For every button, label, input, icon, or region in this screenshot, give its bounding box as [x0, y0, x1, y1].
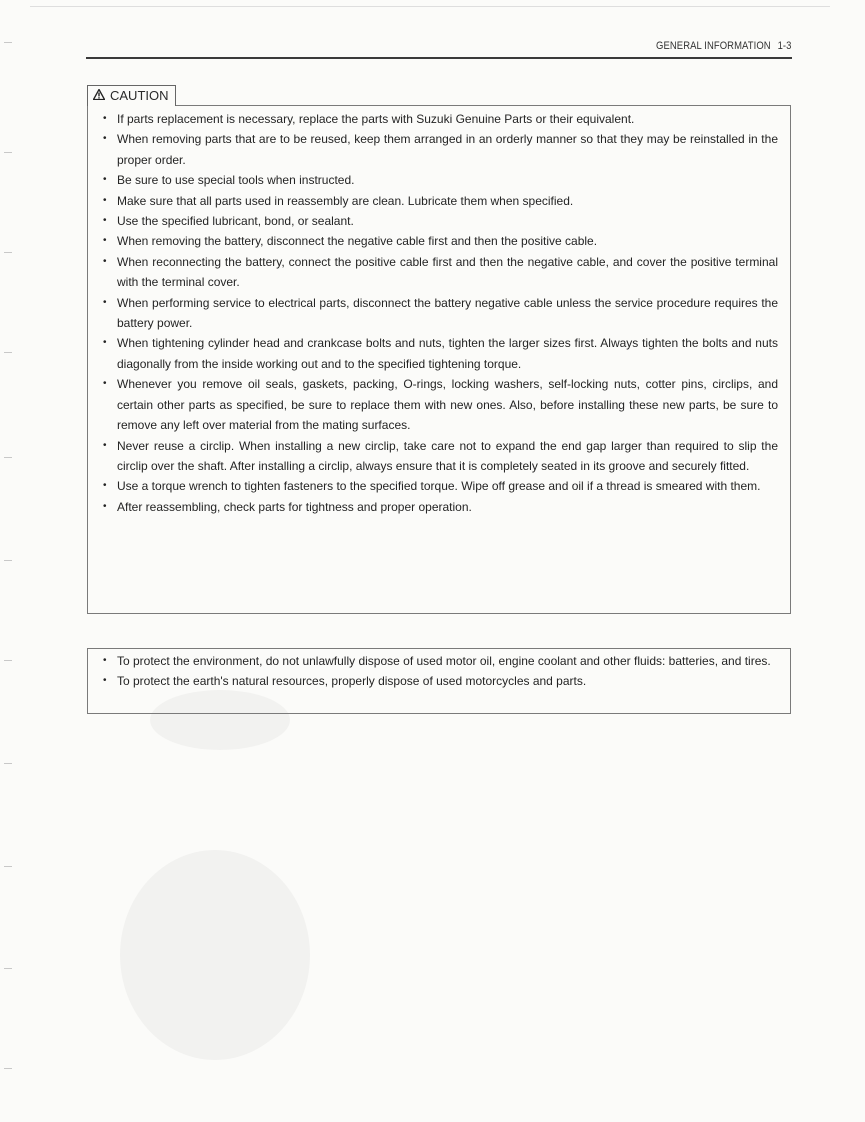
scan-edge-line	[30, 6, 830, 7]
margin-tick	[4, 1068, 12, 1069]
bullet: •	[103, 113, 107, 124]
environment-list	[88, 649, 790, 692]
caution-item	[88, 211, 790, 231]
bullet: •	[103, 439, 107, 451]
caution-item-text: When reconnecting the battery, connect the positive cable first and then the negative cable, and cover the positive terminal with the terminal cover.	[117, 254, 778, 290]
environment-item-text: To protect the earth's natural resources, properly dispose of used motorcycles and parts.	[117, 674, 587, 689]
margin-tick	[4, 152, 12, 153]
caution-item-text: After reassembling, check parts for tightness and proper operation.	[117, 499, 472, 514]
bullet: •	[103, 215, 107, 227]
margin-tick	[4, 42, 12, 43]
margin-tick	[4, 560, 12, 561]
caution-item-text: Be sure to use special tools when instructed.	[117, 173, 355, 188]
caution-item	[88, 476, 790, 496]
bullet: •	[103, 133, 107, 145]
bullet: •	[103, 337, 107, 349]
margin-tick	[4, 866, 12, 867]
section-title: GENERAL INFORMATION	[656, 40, 772, 52]
bullet: •	[103, 296, 107, 308]
margin-tick	[4, 763, 12, 764]
caution-item-text: Use a torque wrench to tighten fasteners to the specified torque. Wipe off grease and oil if a thread is smeared with them.	[117, 479, 761, 494]
bullet: •	[103, 194, 107, 206]
caution-item-text: If parts replacement is necessary, replace the parts with Suzuki Genuine Parts or their equivalent.	[117, 112, 635, 126]
bullet: •	[103, 480, 107, 492]
scan-smudge	[120, 850, 310, 1060]
environment-item	[88, 651, 790, 671]
caution-item-text: When removing parts that are to be reused, keep them arranged in an orderly manner so that they may be reinstalled in the proper order.	[117, 132, 778, 167]
caution-item	[88, 191, 790, 211]
page-header	[86, 38, 792, 59]
margin-tick	[4, 352, 12, 353]
caution-item	[88, 333, 790, 374]
environment-item	[88, 671, 790, 691]
caution-item	[88, 293, 790, 334]
caution-item-text: Use the specified lubricant, bond, or sealant.	[117, 214, 354, 229]
caution-item-text: When performing service to electrical parts, disconnect the battery negative cable unless the service procedure requires the battery power.	[117, 295, 778, 331]
caution-item	[88, 252, 790, 293]
margin-tick	[4, 660, 12, 661]
margin-tick	[4, 252, 12, 253]
caution-item	[88, 231, 790, 251]
page-number: 1-3	[778, 40, 792, 52]
caution-item-text: Make sure that all parts used in reassembly are clean. Lubricate them when specified.	[117, 193, 574, 208]
bullet: •	[103, 174, 107, 186]
bullet: •	[103, 655, 107, 666]
caution-list	[88, 106, 790, 517]
bullet: •	[103, 255, 107, 267]
caution-box	[87, 105, 791, 614]
caution-item	[88, 374, 790, 435]
environment-box	[87, 648, 791, 714]
caution-item-text: Never reuse a circlip. When installing a new circlip, take care not to expand the end gap larger than required to slip the circlip over the shaft. After installing a circlip, always ensure that it is completely seated in its groove and securely fitted.	[117, 438, 778, 473]
caution-label	[87, 85, 176, 106]
caution-label-text: CAUTION	[110, 88, 169, 103]
caution-item-text: Whenever you remove oil seals, gaskets, packing, O-rings, locking washers, self-locking nuts, cotter pins, circlips, and certain other parts as specified, be sure to replace them with new ones. Also, before installing these new parts, be sure to remove any left over material from the mating surfaces.	[117, 377, 778, 433]
environment-item-text: To protect the environment, do not unlawfully dispose of used motor oil, engine coolant and other fluids: batteries, and tires.	[117, 654, 771, 668]
caution-item-text: When removing the battery, disconnect the negative cable first and then the positive cable.	[117, 234, 598, 249]
bullet: •	[103, 500, 107, 512]
caution-item	[88, 436, 790, 477]
caution-item	[88, 109, 790, 129]
bullet: •	[103, 378, 107, 390]
bullet: •	[103, 235, 107, 247]
header-text	[657, 40, 792, 52]
caution-item	[88, 129, 790, 170]
margin-tick	[4, 968, 12, 969]
caution-item	[88, 170, 790, 190]
margin-tick	[4, 457, 12, 458]
caution-item	[88, 497, 790, 517]
caution-item-text: When tightening cylinder head and crankcase bolts and nuts, tighten the larger sizes first. Always tighten the bolts and nuts diagonally from the inside working out and to the specified tightening torque.	[117, 336, 778, 371]
warning-triangle-icon	[93, 86, 105, 106]
bullet: •	[103, 675, 107, 687]
